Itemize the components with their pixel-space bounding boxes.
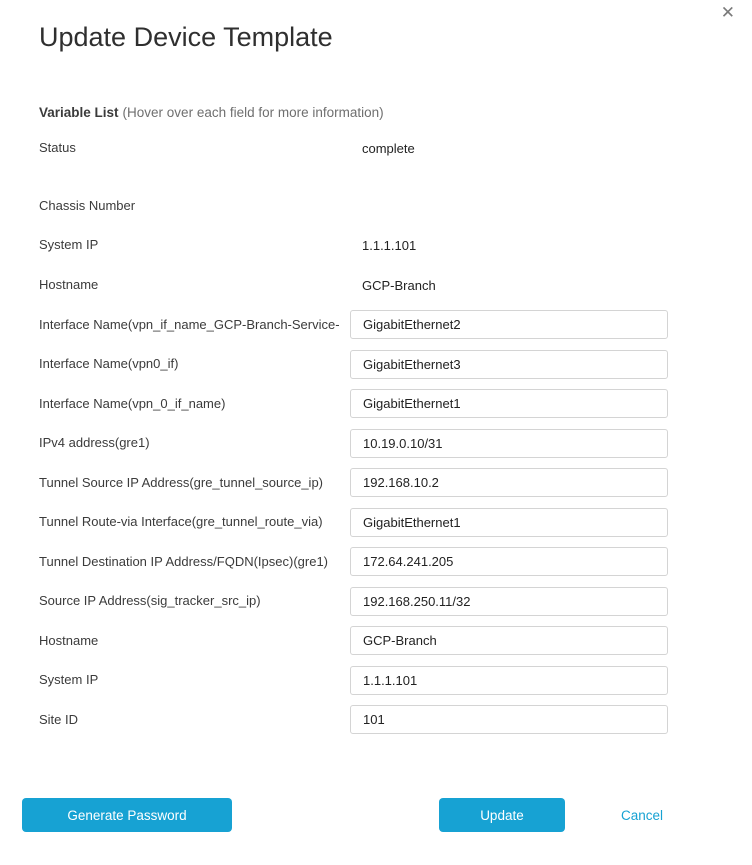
row-interface-name-service [0,310,752,339]
row-value: GCP-Branch [362,277,436,293]
row-label: Interface Name(vpn0_if) [39,356,179,371]
row-site-id-input [0,705,752,734]
row-label: IPv4 address(gre1) [39,435,150,450]
system-ip-input[interactable] [350,666,668,695]
variable-list-note: (Hover over each field for more information) [122,105,384,120]
row-interface-name-vpn0-if [0,350,752,379]
row-status [0,140,752,156]
row-interface-name-vpn-0-if-name [0,389,752,418]
row-label: Hostname [39,277,99,292]
tunnel-route-via-interface-input[interactable] [350,508,668,537]
source-ip-sig-tracker-input[interactable] [350,587,668,616]
row-label: Interface Name(vpn_0_if_name) [39,395,226,411]
row-label: Tunnel Destination IP Address/FQDN(Ipsec)(gre1) [39,553,329,569]
row-label: System IP [39,672,99,687]
row-system-ip [0,237,752,253]
hostname-input[interactable] [350,626,668,655]
interface-name-vpn0-if-input[interactable] [350,350,668,379]
row-hostname-input [0,626,752,655]
dialog-title: Update Device Template [39,22,333,52]
update-button[interactable]: Update [439,798,565,832]
site-id-input[interactable] [350,705,668,734]
dialog-footer [0,798,752,832]
row-hostname [0,277,752,293]
variable-list-label: Variable List [39,105,119,120]
variable-list-heading [39,104,752,121]
row-chassis-number [0,198,752,214]
row-tunnel-route-via-interface [0,508,752,537]
interface-name-service-input[interactable] [350,310,668,339]
row-label: Chassis Number [39,198,136,213]
row-label: Status [39,140,76,155]
close-icon[interactable]: ✕ [720,3,735,22]
row-source-ip-sig-tracker [0,587,752,616]
interface-name-vpn-0-if-name-input[interactable] [350,389,668,418]
row-value: complete [362,140,415,156]
variable-rows [0,140,752,734]
generate-password-button[interactable]: Generate Password [22,798,232,832]
cancel-button[interactable]: Cancel [620,807,663,823]
row-label: Site ID [39,711,79,727]
ipv4-address-gre1-input[interactable] [350,429,668,458]
row-label: Source IP Address(sig_tracker_src_ip) [39,593,261,608]
row-value: 1.1.1.101 [362,237,417,253]
row-system-ip-input [0,666,752,695]
row-ipv4-address-gre1 [0,429,752,458]
row-tunnel-destination-ip [0,547,752,576]
tunnel-source-ip-input[interactable] [350,468,668,497]
row-tunnel-source-ip [0,468,752,497]
row-label: Interface Name(vpn_if_name_GCP-Branch-Service- [39,316,340,332]
row-label: Tunnel Route-via Interface(gre_tunnel_route_via) [39,514,323,529]
row-label: Tunnel Source IP Address(gre_tunnel_source_ip) [39,474,324,490]
row-label: Hostname [39,632,99,648]
row-label: System IP [39,237,99,252]
tunnel-destination-ip-input[interactable] [350,547,668,576]
